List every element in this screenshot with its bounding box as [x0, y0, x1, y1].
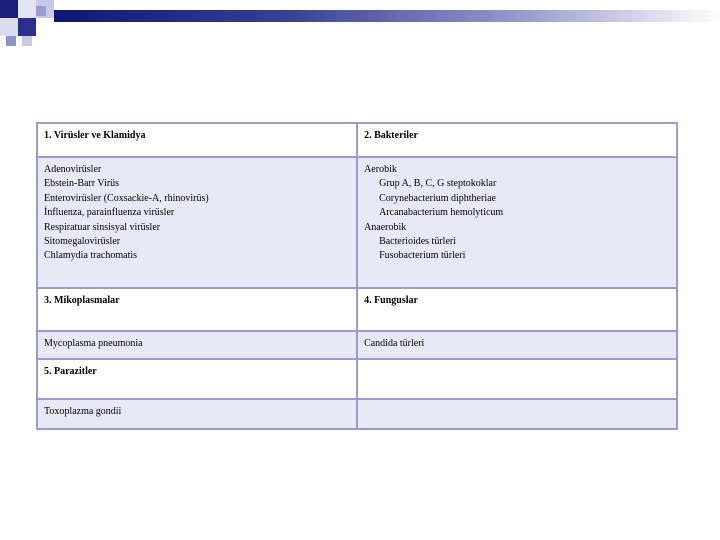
table-row: [37, 331, 677, 359]
bacteria-list-cell: [357, 157, 677, 288]
table-row: [37, 359, 677, 399]
header-cell-bacteria: 2. Bakteriler: [357, 123, 677, 157]
fungi-cell: Candida türleri: [357, 331, 677, 359]
header-cell-mycoplasma: 3. Mikoplasmalar: [37, 288, 357, 331]
list-item: İnfluenza, parainfluenza virüsler: [44, 207, 175, 219]
empty-cell: [357, 399, 677, 429]
list-item: Grup A, B, C, G steptokoklar: [379, 178, 497, 190]
decor-square-light: [0, 18, 18, 36]
list-heading-anaerobic: Anaerobik: [364, 221, 407, 233]
pathogen-table: [36, 122, 678, 430]
table-row: [37, 123, 677, 157]
list-item: Chlamydia trachomatis: [44, 250, 138, 262]
decor-square-medium: [36, 6, 46, 16]
title-gradient-bar: [54, 10, 720, 22]
table-row: [37, 157, 677, 288]
table-row: [37, 288, 677, 331]
list-item: Bacterioides türleri: [379, 236, 456, 248]
empty-cell: [357, 359, 677, 399]
decor-square-dark: [18, 18, 36, 36]
header-cell-fungi: 4. Funguslar: [357, 288, 677, 331]
header-cell-viruses: 1. Virüsler ve Klamidya: [37, 123, 357, 157]
list-item: Respiratuar sinsisyal virüsler: [44, 221, 161, 233]
decor-square-light: [22, 36, 32, 46]
decor-square-dark: [0, 0, 18, 18]
list-item: Enterovirüsler (Coxsackie-A, rhinovirüs): [44, 192, 209, 204]
table-row: [37, 399, 677, 429]
list-heading-aerobic: Aerobik: [364, 164, 397, 175]
list-item: Ebstein-Barr Virüs: [44, 178, 120, 190]
list-item: Fusobacterium türleri: [379, 250, 466, 262]
list-item: Arcanabacterium hemolyticum: [379, 207, 504, 219]
decor-square-light: [18, 0, 36, 18]
list-item: Adenovirüsler: [44, 164, 102, 175]
viruses-list-cell: [37, 157, 357, 288]
mycoplasma-cell: Mycoplasma pneumonia: [37, 331, 357, 359]
list-item: Corynebacterium diphtheriae: [379, 192, 496, 204]
parasites-cell: Toxoplazma gondii: [37, 399, 357, 429]
decor-square-medium: [6, 36, 16, 46]
header-cell-parasites: 5. Parazitler: [37, 359, 357, 399]
list-item: Sitomegalovirüsler: [44, 236, 121, 248]
